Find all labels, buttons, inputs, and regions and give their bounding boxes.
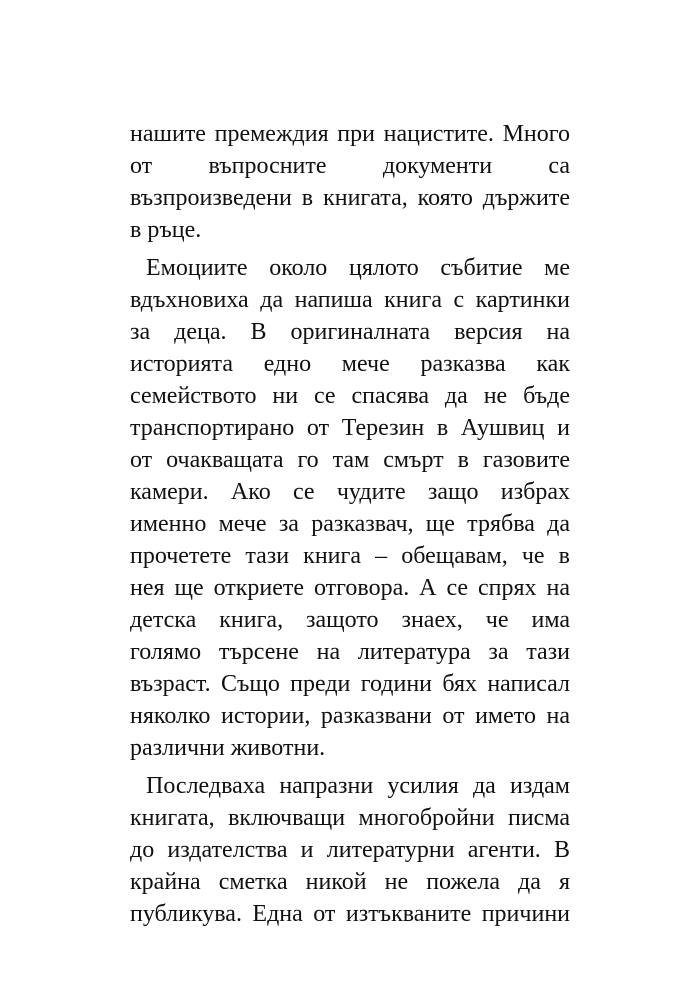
text-line: нашите премеждия при нацистите. Много xyxy=(130,121,570,147)
text-line: голямо търсене на литература за тази xyxy=(130,639,570,665)
text-line: книгата, включващи многобройни писма xyxy=(130,805,570,831)
text-line: транспортирано от Терезин в Аушвиц и xyxy=(130,415,570,441)
text-line: прочетете тази книга – обещавам, че в xyxy=(130,543,570,569)
text-line: публикува. Една от изтъкваните причини xyxy=(130,901,570,927)
text-line: именно мече за разказвач, ще трябва да xyxy=(130,511,570,537)
text-line: възраст. Също преди години бях написал xyxy=(130,671,570,697)
text-line: от очакващата го там смърт в газовите xyxy=(130,447,570,473)
text-line: различни животни. xyxy=(130,735,326,761)
text-line: няколко истории, разказвани от името на xyxy=(130,703,570,729)
paragraph xyxy=(130,118,570,246)
text-line: детска книга, защото знаех, че има xyxy=(130,607,570,633)
paragraph xyxy=(130,770,570,930)
text-line: нея ще откриете отговора. А се спрях на xyxy=(130,575,570,601)
text-line: камери. Ако се чудите защо избрах xyxy=(130,479,570,505)
text-line: историята едно мече разказва как xyxy=(130,351,570,377)
text-line: за деца. В оригиналната версия на xyxy=(130,319,570,345)
text-line: вдъхновиха да напиша книга с картинки xyxy=(130,287,570,313)
page-text xyxy=(130,118,570,930)
paragraph xyxy=(130,252,570,764)
text-line: семейството ни се спасява да не бъде xyxy=(130,383,570,409)
text-line: крайна сметка никой не пожела да я xyxy=(130,869,570,895)
text-line: до издателства и литературни агенти. В xyxy=(130,837,570,863)
text-line: Емоциите около цялото събитие ме xyxy=(146,255,570,281)
text-line: от въпросните документи са xyxy=(130,153,570,179)
text-line: възпроизведени в книгата, която държите xyxy=(130,185,570,211)
text-line: Последваха напразни усилия да издам xyxy=(146,773,570,799)
text-line: в ръце. xyxy=(130,217,202,243)
